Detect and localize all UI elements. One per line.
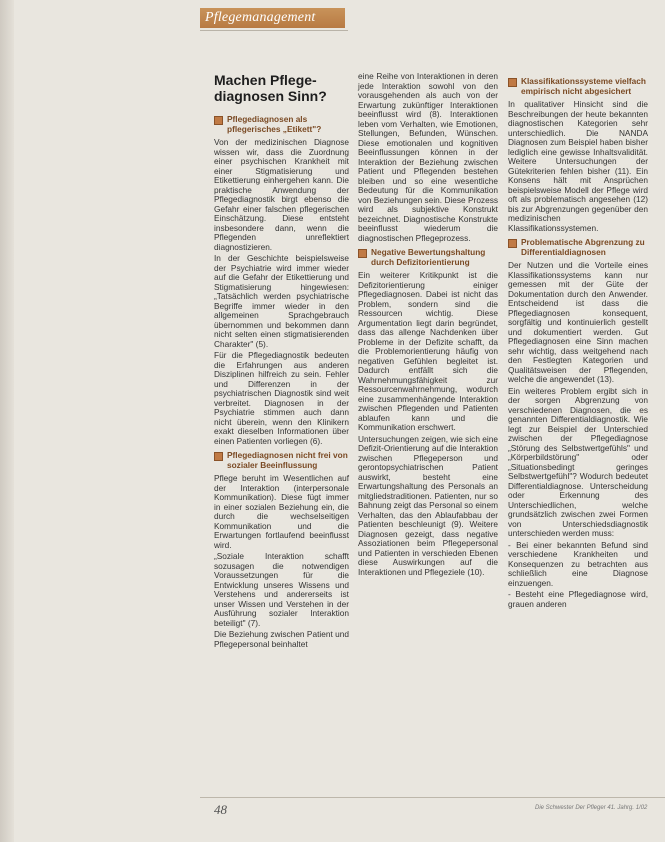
subheading-text: Pflegediagnosen als pflegerisches „Etikett"? [227, 114, 322, 134]
subheading [214, 451, 349, 470]
paragraph: Von der medizinischen Diagnose wissen wir, dass die Zuordnung einer psychischen Krankheit mit einer Stigmatisierung und Etikettierung einhergehen kann. Die praktische Anwendung der Pflegediagnostik birgt ebenso die Gefahr einer falschen pflegerischen Einschätzung. Diese entsteht insbesondere dann, wenn die Pflegenden unreflektiert diagnostizieren. [214, 137, 349, 252]
paragraph: Die Beziehung zwischen Patient und Pflegepersonal beinhaltet [214, 629, 349, 649]
subheading [508, 238, 648, 257]
section-marker-icon [508, 239, 517, 248]
subheading [214, 115, 349, 134]
section-marker-icon [508, 78, 517, 87]
list-item: - Besteht eine Pflegediagnose wird, grauen anderen [508, 589, 648, 609]
page-number: 48 [214, 802, 227, 817]
text-column-1 [214, 110, 349, 651]
subheading-text: Klassifikationssysteme vielfach empirisch nicht abgesichert [521, 76, 646, 96]
section-label: Pflegemanagement [205, 10, 316, 25]
paragraph: Ein weiterer Kritikpunkt ist die Defizitorientierung einiger Pflegediagnosen. Dabei ist nicht das Problem, sondern sind die Ressourcen wichtig. Diese Argumentation liegt darin begründet, dass das allenge Nachdenken über Probleme in der Defizite schafft, da die Problemorientierung häufig von negativen Gefühlen begleitet ist. Dadurch entfällt sich die Wahrnehmungsfähigkeit zur Ressourcenwahrnehmung, wodurch eine zusammenhängende Interaktion zwischen Pflegenden und Patienten ablaufen kann und die Kommunikation erschwert. [358, 270, 498, 432]
paragraph: Für die Pflegediagnostik bedeuten die Erfahrungen aus anderen Disziplinen hilfreich zu sein. Fehler und Differenzen in der psychiatrischen Diagnostik sind weit verbreitet. Diagnosen in der Psychiatrie stimmen auch dann nicht überein, wenn den Klinikern exakt dieselben Informationen über einen Patienten vorliegen (6). [214, 350, 349, 446]
header-rule [200, 30, 348, 31]
subheading-text: Pflegediagnosen nicht frei von sozialer Beeinflussung [227, 450, 348, 470]
paragraph: Untersuchungen zeigen, wie sich eine Defizit-Orientierung auf die Interaktion zwischen Pflegeperson und gerontopsychiatrischen Patient auswirkt, besteht eine Erwartungshaltung des Personals an mitgliedstraditionen. Patienten, nur so Bahnung zeigt das Personal so einem Verhalten, das den Ablaufabbau der Patienten beschleunigt (9). Weitere Diagnosen gezeigt, dass negative Assoziationen beim Pflegepersonal und Patienten in verschieden Ebenen diese Auswirkungen auf die Interaktionen und Pflegeziele (10). [358, 433, 498, 577]
paragraph: Der Nutzen und die Vorteile eines Klassifikationssystems kann nur gemessen mit der Güte der Dokumentation durch den Anwender. Entscheidend ist dass die Pflegediagnosen konsequent, sorgfältig und kontinuierlich gestellt und dokumentiert werden. Gut Pflegediagnosen eine Sinn machen sehr wichtig, dass weitgehend nach den Festlegten Kategorien und Qualitätsweisen der Pflegenden, welche die angewendet (13). [508, 260, 648, 384]
paragraph: „Soziale Interaktion schafft sozusagen die notwendigen Voraussetzungen für die Entwicklung unseres Wissens und Verstehens und andererseits ist unser Wissen und Verstehen in der Ausführung sozialer Interaktion beteiligt" (7). [214, 551, 349, 628]
text-column-3 [508, 72, 648, 611]
subheading-text: Problematische Abgrenzung zu Differentialdiagnosen [521, 237, 645, 257]
text-column-2 [358, 72, 498, 579]
paragraph: Ein weiteres Problem ergibt sich in der sorgen Abgrenzung von verschiedenen Diagnosen, die es genannten Differentialdiagnostik. Wie legt zur Beispiel der Unterschied zwischen der Pflegediagnose „Störung des Selbstwertgefühls" und „Körperbildstörung" oder „Situationsbedingt geringes Selbstwertgefühl"? Wodurch bedeutet Differentialdiagnose. Unterscheidung oder Erkennung des Unterschiedlichen, welche grundsätzlich zwischen zwei Formen von Unterschiedsdiagnostik unterschieden werden muss: [508, 385, 648, 538]
article-title [214, 72, 354, 104]
article-title-text: Machen Pflege- diagnosen Sinn? [214, 72, 327, 104]
list-item: - Bei einer bekannten Befund sind verschiedene Krankheiten und Konsequenzen zu betrachten aus schließlich eine Diagnose einzuengen. [508, 539, 648, 588]
subheading-text: Negative Bewertungshaltung durch Defizitorientierung [371, 247, 486, 267]
journal-credit: Die Schwester Der Pfleger 41. Jahrg. 1/02 [535, 805, 648, 811]
paragraph: In der Geschichte beispielsweise der Psychiatrie wird immer wieder auf die Gefahr der Etikettierung und Stigmatisierung hingewiesen: „Tatsächlich werden psychiatrische Begriffe immer wieder in den allgemeinen Sprachgebrauch übernommen und bekommen dann nicht selten einen stigmatisierenden Charakter" (5). [214, 253, 349, 349]
paragraph: In qualitativer Hinsicht sind die Beschreibungen der heute bekannten diagnostischen Kategorien sehr unterschiedlich. Die NANDA Diagnosen zum Beispiel haben bisher lediglich eine gewisse Inhaltsvalidität. Weitere Untersuchungen der Gütekriterien fehlen bisher (11). Ein Konsens hält mit Ansprüchen beispielsweise Modell der Pflege wird oft als problematisch angesehen (12) bis zur Abgrenzungen gegenüber den medizinischen Klassifikationssystemen. [508, 99, 648, 233]
subheading [358, 248, 498, 267]
section-marker-icon [358, 249, 367, 258]
section-marker-icon [214, 116, 223, 125]
section-marker-icon [214, 452, 223, 461]
paragraph: eine Reihe von Interaktionen in deren jede Interaktion sowohl von den vorausgehenden als auch von der Erwartung zukünftiger Interaktionen beeinflusst wird (8). Interaktionen leben vom Verhalten, wie Emotionen, Stellungen, Befunden, Wünschen. Diese emotionalen und kognitiven Beeinflussungen können in der Interaktion der Beziehung zwischen Patient und Pflegenden bestehen bleiben und so eine wesentliche Bedeutung für die Kommunikation von Beziehungen sein. Diese Prozess wird als subjektive Konstrukt bezeichnet. Diagnostische Konstrukte beeinflusst wiederum die diagnostischen Pflegeprozess. [358, 71, 498, 243]
page-binding-shadow [0, 0, 14, 842]
subheading [508, 77, 648, 96]
paragraph: Pflege beruht im Wesentlichen auf der Interaktion (interpersonale Kommunikation). Diese fügt immer in einer sozialen Beziehung ein, die durch die wechselseitigen Kommunikation und die Erwartungen fortlaufend beeinflusst wird. [214, 473, 349, 550]
footer-rule [200, 797, 665, 798]
